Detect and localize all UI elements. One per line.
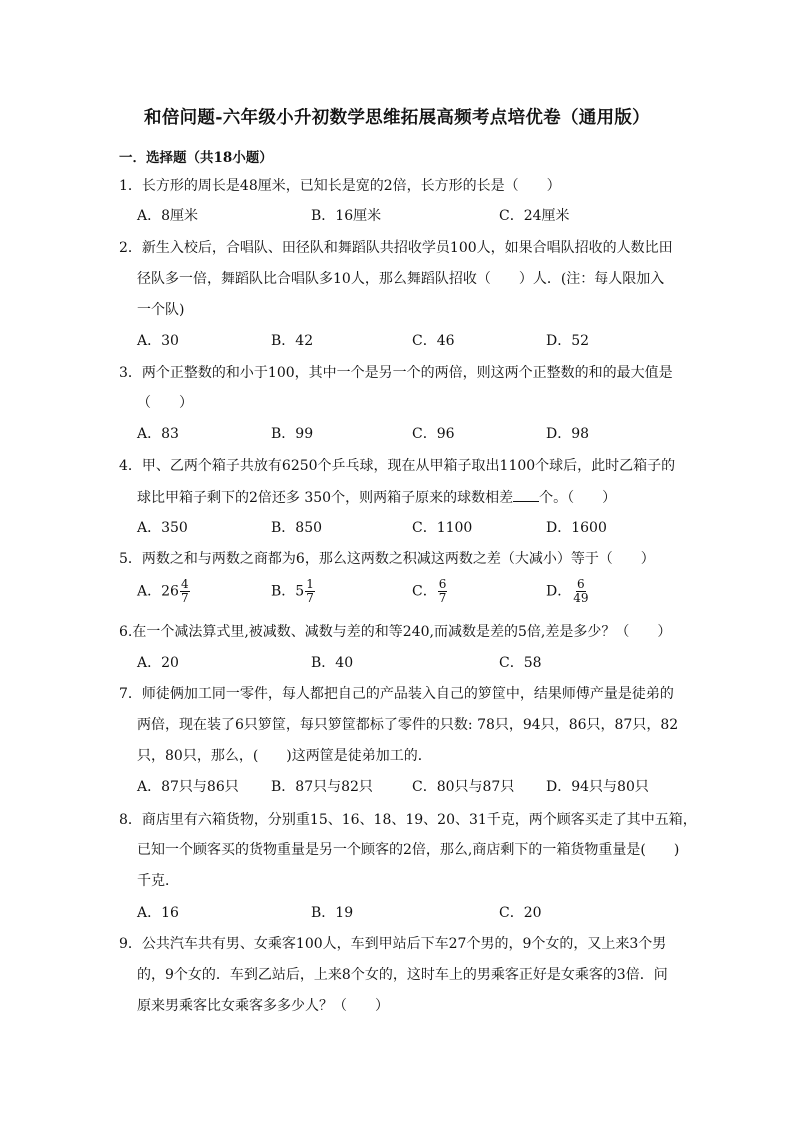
fraction	[572, 578, 589, 605]
question-3-option-b[interactable]: B．99	[271, 426, 314, 442]
fraction-numerator: 4	[180, 577, 189, 591]
option-label: A．	[137, 583, 162, 600]
question-3-option-d[interactable]: D．98	[546, 426, 590, 442]
fraction-numerator: 6	[577, 577, 585, 591]
mixed-number-whole: 5	[295, 583, 305, 600]
question-8-option-b[interactable]: B．19	[311, 905, 354, 921]
question-4-option-d[interactable]: D．1600	[546, 520, 607, 536]
question-4-option-c[interactable]: C．1100	[412, 520, 473, 536]
question-2-option-b[interactable]: B．42	[271, 333, 314, 349]
question-6-line-1: 6.在一个减法算式里,被减数、减数与差的和等240,而减数是差的5倍,差是多少？（ ）	[119, 624, 672, 640]
fraction-numerator: 6	[438, 577, 447, 591]
fraction-numerator: 1	[306, 577, 314, 591]
question-6-option-c[interactable]: C．58	[499, 655, 542, 671]
fraction-denominator: 7	[438, 591, 447, 605]
question-2-option-d[interactable]: D．52	[546, 333, 590, 349]
question-1-option-b[interactable]: B．16厘米	[311, 208, 382, 224]
section-heading: 一．选择题（共18小题）	[119, 150, 273, 166]
question-4-option-a[interactable]: A．350	[137, 520, 188, 536]
question-1-option-c[interactable]: C．24厘米	[499, 208, 570, 224]
fraction	[305, 578, 315, 605]
question-3-option-a[interactable]: A．83	[137, 426, 179, 442]
question-3-line-1: 3．两个正整数的和小于100，其中一个是另一个的两倍，则这两个正整数的和的最大值是	[119, 365, 673, 381]
option-label: C．	[412, 583, 437, 600]
mixed-number-whole: 26	[161, 583, 179, 600]
question-2-line-2: 径队多一倍，舞蹈队比合唱队多10人，那么舞蹈队招收（ ）人．(注：每人限加入	[137, 271, 665, 287]
fraction	[438, 578, 448, 605]
question-2-line-1: 2．新生入校后，合唱队、田径队和舞蹈队共招收学员100人，如果合唱队招收的人数比田	[119, 240, 673, 256]
answer-blank[interactable]	[513, 487, 539, 502]
question-4-line-2-tail: 个。（ ）	[539, 490, 617, 506]
page-title: 和倍问题-六年级小升初数学思维拓展高频考点培优卷（通用版）	[144, 108, 650, 128]
question-1-option-a[interactable]: A．8厘米	[137, 208, 199, 224]
option-label: D．	[546, 583, 572, 600]
fraction	[180, 578, 190, 605]
fraction-denominator: 49	[573, 591, 589, 605]
question-7-option-c[interactable]: C．80只与87只	[412, 779, 515, 795]
question-5-option-a[interactable]	[137, 578, 190, 605]
question-5-line-1: 5．两数之和与两数之商都为6，那么这两数之积减这两数之差（大减小）等于（ ）	[119, 551, 655, 567]
question-1-line-1: 1．长方形的周长是48厘米，已知长是宽的2倍，长方形的长是（ ）	[119, 178, 561, 194]
question-9-line-1: 9．公共汽车共有男、女乘客100人，车到甲站后下车27个男的，9个女的，又上来3个男	[119, 936, 667, 952]
question-4-line-2-text: 球比甲箱子剩下的2倍还多 350个，则两箱子原来的球数相差	[137, 490, 514, 506]
question-4-option-b[interactable]: B．850	[271, 520, 323, 536]
question-7-line-1: 7．师徒俩加工同一零件，每人都把自己的产品装入自己的箩筐中，结果师傅产量是徒弟的	[119, 686, 674, 702]
question-8-line-3: 千克．	[137, 873, 179, 889]
question-2-option-c[interactable]: C．46	[412, 333, 455, 349]
question-8-line-1: 8．商店里有六箱货物，分别重15、16、18、19、20、31千克，两个顾客买走了其中五箱，	[119, 812, 697, 828]
question-5-option-d[interactable]	[546, 578, 590, 605]
question-2-line-3: 一个队)	[137, 302, 185, 318]
question-4-line-2	[137, 487, 616, 508]
question-7-option-d[interactable]: D．94只与80只	[546, 779, 649, 795]
question-8-line-2: 已知一个顾客买的货物重量是另一个顾客的2倍，那么,商店剩下的一箱货物重量是( )	[137, 842, 680, 858]
question-3-option-c[interactable]: C．96	[412, 426, 455, 442]
question-9-line-2: 的，9个女的．车到乙站后，上来8个女的，这时车上的男乘客正好是女乘客的3倍．问	[137, 967, 668, 983]
question-8-option-c[interactable]: C．20	[499, 905, 542, 921]
fraction-denominator: 7	[306, 591, 314, 605]
question-7-option-b[interactable]: B．87只与82只	[271, 779, 373, 795]
question-7-option-a[interactable]: A．87只与86只	[137, 779, 239, 795]
question-4-line-1: 4．甲、乙两个箱子共放有6250个乒乓球，现在从甲箱子取出1100个球后，此时乙箱子的	[119, 458, 676, 474]
question-8-option-a[interactable]: A．16	[137, 905, 179, 921]
option-label: B．	[271, 583, 296, 600]
question-7-line-2: 两倍，现在装了6只箩筐，每只箩筐都标了零件的只数: 78只，94只，86只，87只，82	[137, 717, 679, 733]
fraction-denominator: 7	[180, 591, 189, 605]
question-3-line-2: （ ）	[137, 395, 193, 411]
question-6-option-a[interactable]: A．20	[137, 655, 179, 671]
question-9-line-3: 原来男乘客比女乘客多多少人？（ ）	[137, 998, 389, 1014]
question-5-option-c[interactable]	[412, 578, 447, 605]
question-6-option-b[interactable]: B．40	[311, 655, 354, 671]
question-5-option-b[interactable]	[271, 578, 315, 605]
question-2-option-a[interactable]: A．30	[137, 333, 179, 349]
question-7-line-3: 只，80只，那么，( )这两筐是徒弟加工的．	[137, 748, 432, 764]
